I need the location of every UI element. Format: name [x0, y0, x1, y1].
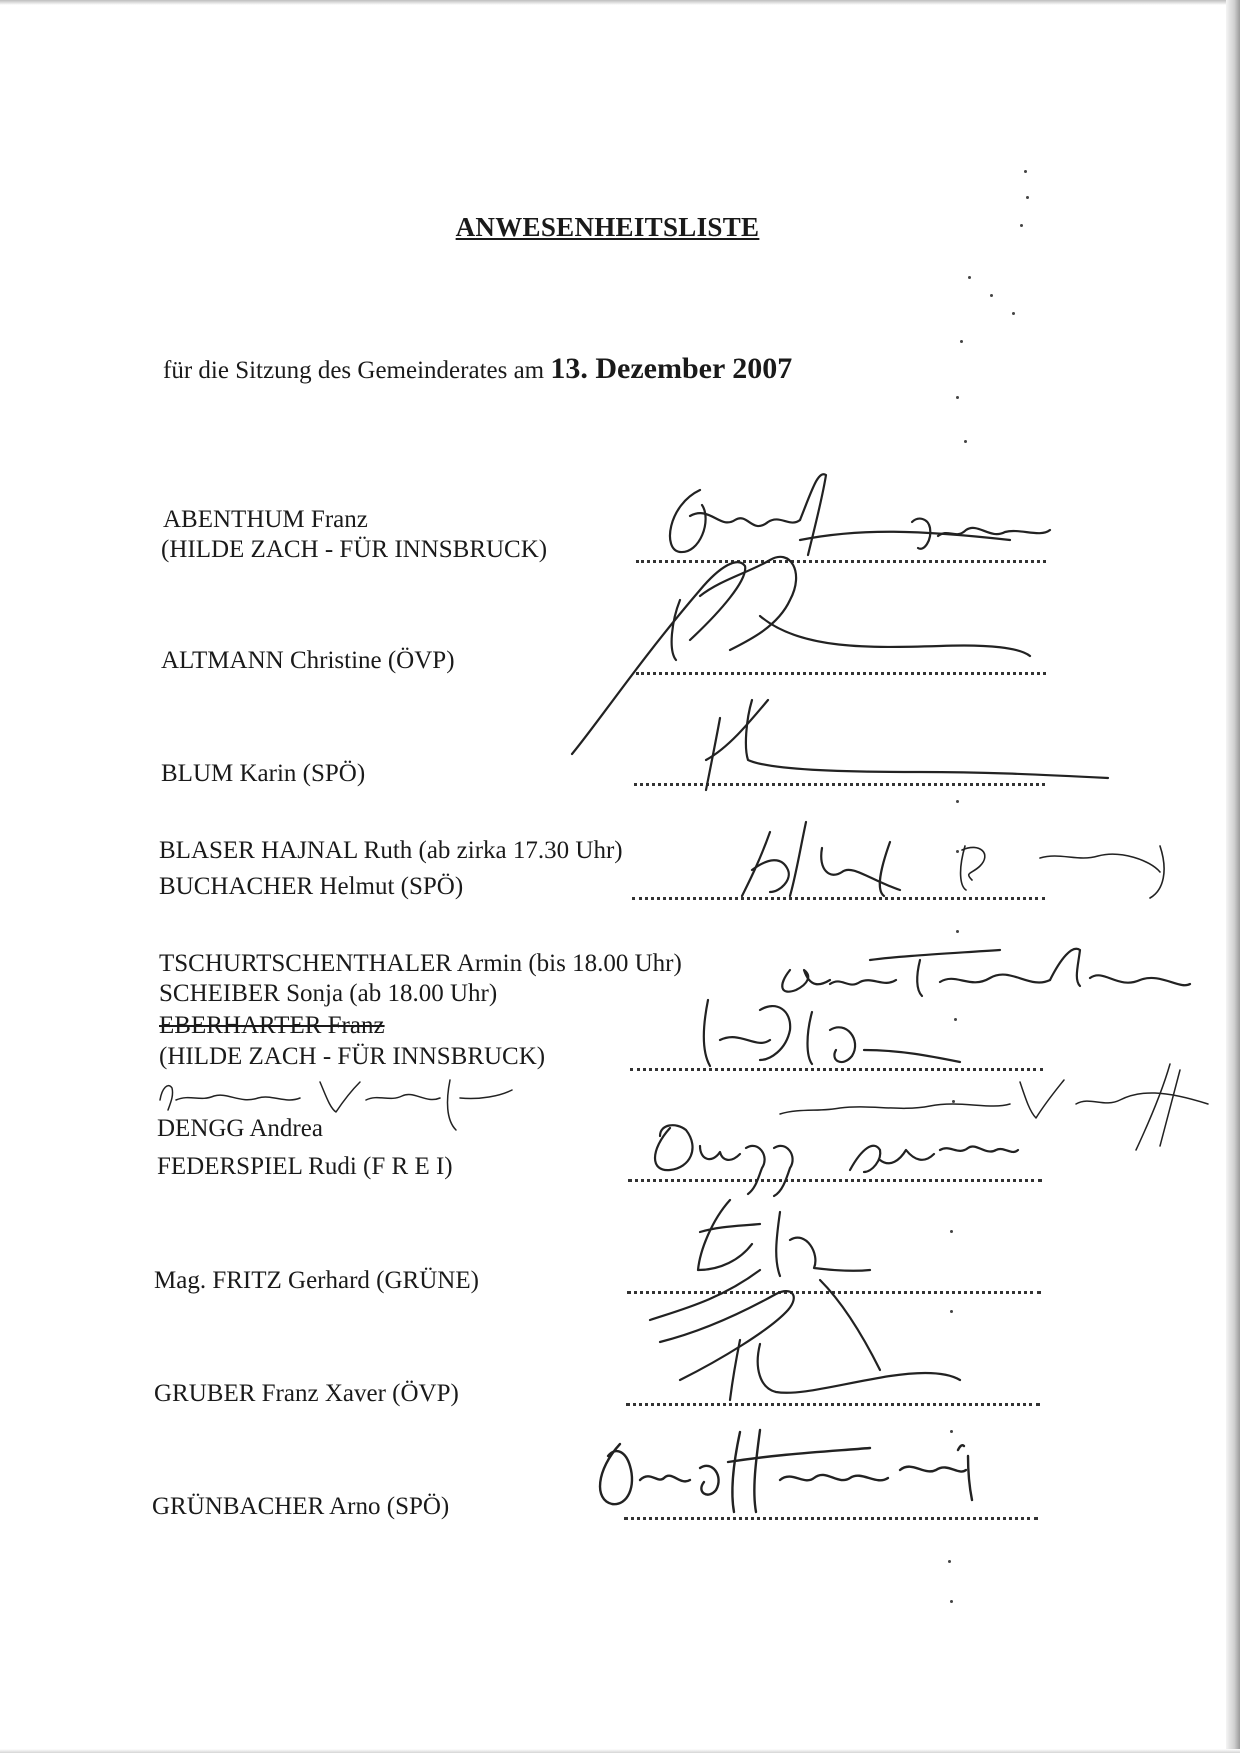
entry-altmann: ALTMANN Christine (ÖVP)	[161, 647, 455, 674]
scan-speck	[956, 930, 959, 933]
signature-dengg	[655, 1125, 1018, 1196]
entry-buchacher: BUCHACHER Helmut (SPÖ)	[159, 873, 464, 900]
signature-fritz	[650, 1200, 870, 1320]
scan-speck	[950, 1310, 953, 1313]
signature-line	[630, 1064, 1043, 1071]
entry-dengg: DENGG Andrea	[157, 1115, 323, 1142]
subtitle-prefix: für die Sitzung des Gemeinderates am	[163, 357, 545, 384]
scan-speck	[950, 1230, 953, 1233]
scan-speck	[954, 1018, 957, 1021]
scan-speck	[952, 1100, 955, 1103]
scan-speck	[990, 294, 993, 297]
scan-speck	[956, 396, 959, 399]
entry-tschurtschenthaler: TSCHURTSCHENTHALER Armin (bis 18.00 Uhr)	[159, 950, 682, 977]
scan-speck	[1012, 312, 1015, 315]
scan-speck	[950, 1600, 953, 1603]
signature-line	[634, 779, 1045, 786]
signature-line	[632, 893, 1045, 900]
signature-line	[626, 1399, 1040, 1406]
scan-speck	[956, 850, 959, 853]
scan-speck	[948, 1560, 951, 1563]
signature-tschurtschenthaler	[782, 949, 1190, 996]
scan-speck	[956, 800, 959, 803]
entry-blum: BLUM Karin (SPÖ)	[161, 760, 366, 787]
scan-speck	[964, 440, 967, 443]
scan-edge-right	[1226, 0, 1240, 1753]
entry-gruber: GRUBER Franz Xaver (ÖVP)	[154, 1380, 459, 1407]
signature-buchacher	[742, 822, 900, 896]
document-title: ANWESENHEITSLISTE	[455, 212, 760, 242]
signature-blum	[706, 700, 1108, 790]
scan-speck	[968, 276, 971, 279]
scan-edge-top	[0, 0, 1240, 5]
entry-eberharter-struck: EBERHARTER Franz	[159, 1012, 385, 1039]
entry-federspiel: FEDERSPIEL Rudi (F R E I)	[157, 1153, 453, 1180]
signature-blaser-hajnal	[961, 846, 1165, 898]
scan-speck	[1020, 224, 1023, 227]
signature-gruber	[660, 1280, 960, 1400]
scan-speck	[1026, 196, 1029, 199]
entry-gruenbacher: GRÜNBACHER Arno (SPÖ)	[152, 1493, 450, 1520]
entry-abenthum-party: (HILDE ZACH - FÜR INNSBRUCK)	[161, 536, 548, 563]
signature-line	[636, 556, 1046, 563]
signature-line	[627, 1287, 1041, 1294]
meeting-subtitle	[163, 352, 792, 386]
entry-eberharter-party: (HILDE ZACH - FÜR INNSBRUCK)	[159, 1043, 546, 1070]
signature-abenthum	[670, 474, 1050, 555]
scan-speck	[1024, 170, 1027, 173]
entry-blaser-hajnal: BLASER HAJNAL Ruth (ab zirka 17.30 Uhr)	[159, 837, 623, 864]
scan-speck	[950, 1430, 953, 1433]
signature-line	[624, 1513, 1038, 1520]
signature-altmann	[572, 557, 1030, 754]
entry-fritz: Mag. FRITZ Gerhard (GRÜNE)	[154, 1267, 479, 1294]
scan-edge-bottom	[0, 1749, 1240, 1753]
signature-weiskopf-right	[780, 1064, 1208, 1150]
signature-line	[628, 1175, 1042, 1182]
signature-gruenbacher	[600, 1430, 972, 1512]
entry-scheiber: SCHEIBER Sonja (ab 18.00 Uhr)	[159, 980, 498, 1007]
entry-abenthum-name: ABENTHUM Franz	[163, 506, 368, 533]
signature-line	[636, 668, 1046, 675]
signature-eberharter	[704, 1000, 960, 1066]
scan-speck	[960, 340, 963, 343]
meeting-date: 13. Dezember 2007	[550, 352, 793, 385]
